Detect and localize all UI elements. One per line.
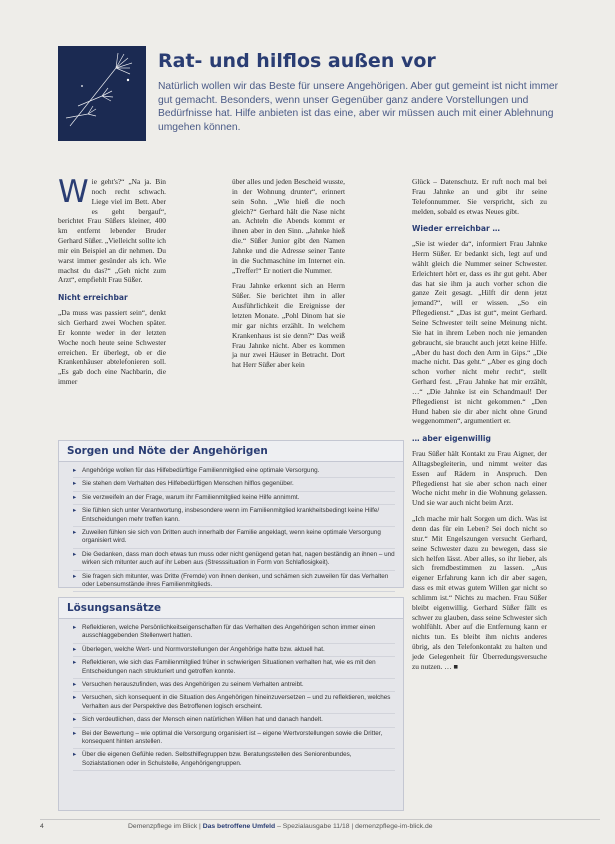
subheading: Nicht erreichbar xyxy=(58,293,128,303)
sidebar-box-concerns xyxy=(58,440,404,588)
subheading: … aber eigenwillig xyxy=(412,434,491,444)
article-column-2 xyxy=(232,177,345,376)
footer-topic: Das betroffene Umfeld xyxy=(202,823,276,830)
paragraph: über alles und jeden Bescheid wusste, in der Wohnung drunter“, erinnert sein Sohn. „Wie hieß die noch gleich?“ Gerhard hält die Nase nicht an. Achteln die Abends kommt er ihnen aber in den Sinn. „Jahnke hieß die.“ Süßer Junior gibt den Namen Jahnke und die Adresse seiner Tante in die Suchmaschine im Internet ein. „Treffer!“ Er notiert die Nummer. xyxy=(232,177,345,275)
list-item: ▸ Versuchen herauszufinden, was des Angehörigen zu seinem Verhalten antreibt. xyxy=(73,681,395,692)
list-item: ▸ Zuweilen fühlen sie sich von Dritten auch innerhalb der Familie angeklagt, wenn keine optimale Versorgung organisiert wird. xyxy=(73,529,395,549)
drop-cap: W xyxy=(58,174,89,210)
page-footer xyxy=(40,819,600,830)
page-number: 4 xyxy=(40,823,44,830)
article-title: Rat- und hilflos außen vor xyxy=(158,50,436,72)
list-item: ▸ Überlegen, welche Wert- und Normvorstellungen der Angehörige hatte bzw. aktuell hat. xyxy=(73,646,395,657)
list-item: ▸ Bei der Bewertung – wie optimal die Versorgung organisiert ist – eigene Wertvorstellungen sowie die Dritter, konsequent hinten anstellen. xyxy=(73,730,395,750)
paragraph: „Sie ist wieder da“, informiert Frau Jahnke Herrn Süßer. Er bedankt sich, legt auf und wählt gleich die Nummer seiner Schwester. Erleichtert hört er, dass es ihr gut geht. Aber das hat sie ihm ja auch vorher schon die ganze Zeit gesagt. „Hilft dir denn jetzt jemand?“, will er wissen. „So ein Pflegedienst.“ „Das ist gut“, meint Gerhard. Seine Schwester teilt seine Meinung nicht. Sie hat in ihrem Leben noch nie jemanden gebraucht, sie braucht auch jetzt keine Hilfe. „Aber du hast doch den Arm in Gips.“ „Die mache nicht. Das geht.“ „Aber es ging doch schon vorher nicht mehr recht“, stellt Gerhard fest. „Frau Jahnke hat mir erzählt, …“ „Die Jahnke ist ein Schandmaul! Der Pflegedienst ist nicht gekommen.“ „Den Hund haben sie dir aber nicht ohne Grund weggenommen“, argumentiert er. xyxy=(412,239,547,426)
paragraph: Frau Jahnke erkennt sich an Herrn Süßer. Sie berichtet ihm in aller Ausführlichkeit die Ereignisse der letzten Monate. „Pohl Dinom hat sie mir gar nichts erzählt. In welchem Krankenhaus ist sie denn?“ Das weiß Frau Jahnke nicht. Aber es kommen ja nur zwei Häuser in Betracht. Dort hat Herr Süßer aber kein xyxy=(232,281,345,370)
sidebar-box-solutions xyxy=(58,597,404,811)
paragraph: Glück – Datenschutz. Er ruft noch mal bei Frau Jahnke an und gibt ihr seine Telefonnummer. Sie verspricht, sich zu melden, sobald es etwas Neues gibt. xyxy=(412,177,547,216)
subheading: Wieder erreichbar … xyxy=(412,224,500,234)
paragraph: Frau Süßer hält Kontakt zu Frau Aigner, der Alltagsbegleiterin, und nimmt weiter das Essen auf Rädern in Anspruch. Den Pflegedienst hat sie aber schon nach einer Woche nicht mehr in die Wohnung gelassen. Und sie war auch nicht beim Arzt. xyxy=(412,449,547,508)
list-item: ▸ Sich verdeutlichen, dass der Mensch einen natürlichen Willen hat und danach handelt. xyxy=(73,716,395,727)
list-item: ▸ Reflektieren, wie sich das Familienmitglied früher in schwierigen Situationen verhalten hat, wie es mit den Entscheidungen nach strukturiert und getroffen konnte. xyxy=(73,659,395,679)
list-item: ▸ Reflektieren, welche Persönlichkeitseigenschaften für das Verhalten des Angehörigen schon immer einen ausschlaggebenden Stellenwert hatten. xyxy=(73,624,395,644)
footer-text xyxy=(128,823,433,830)
list-item: ▸ Sie verzweifeln an der Frage, warum ihr Familienmitglied keine Hilfe annimmt. xyxy=(73,494,395,505)
article-intro: Natürlich wollen wir das Beste für unsere Angehörigen. Aber gut gemeint ist nicht immer gut gemacht. Besonders, wenn unser Gegenüber ganz andere Vorstellungen und Bedürfnisse hat. Hilfe anbieten ist das eine, aber wir müssen auch mit einer Ablehnung umgehen können. xyxy=(158,81,559,133)
list-item: ▸ Angehörige wollen für das Hilfebedürftige Familienmitglied eine optimale Versorgung. xyxy=(73,467,395,478)
footer-source: Demenzpflege im Blick xyxy=(128,823,198,830)
paragraph: „Ich mache mir halt Sorgen um dich. Was ist denn das für ein Leben? Sei doch nicht so stur.“ Mit Engelszungen versucht Gerhard, seine Schwester dazu zu bewegen, dass sie sich helfen lässt. Aber alles, so ihr lieber, als sich fremdbestimmen zu lassen. „Aus eigener Erfahrung kann ich dir aber sagen, dass es mit etwas gutem Willen gar nicht so schlimm ist.“ Nichts zu machen. Frau Süßer bleibt eigenwillig. Gerhard Süßer fällt es schwer zu glauben, dass seine Schwester sich wohlfühlt. Aber auf die Entfernung kann er nichts tun. Es bleibt ihm nichts anderes übrig, als den Telefonkontakt zu halten und jede Gelegenheit für Überredungsversuche zu nutzen. … ■ xyxy=(412,514,547,671)
footer-rest: – Spezialausgabe 11/18 | demenzpflege-im-blick.de xyxy=(275,823,433,830)
paragraph: „Da muss was passiert sein“, denkt sich Gerhard zwei Wochen später. Er konnte weder in der letzten Woche noch heute seine Schwester erreichen. Er überlegt, ob er die Krankenhäuser abtelefonieren soll. „Es gab doch eine Nachbarin, die immer xyxy=(58,308,166,387)
box-list xyxy=(59,624,403,771)
footer-separator: | xyxy=(197,823,203,830)
list-item: ▸ Sie fragen sich mitunter, was Dritte (Fremde) von ihnen denken, und schämen sich zuweilen für das Verhalten oder Lebensumstände ihres Familienmitglieds. xyxy=(73,573,395,593)
article-column-3 xyxy=(412,177,547,678)
box-title: Lösungsansätze xyxy=(59,598,403,619)
box-list xyxy=(59,467,403,592)
list-item: ▸ Sie stehen dem Verhalten des Hilfebedürftigen Menschen hilflos gegenüber. xyxy=(73,480,395,491)
list-item: ▸ Über die eigenen Gefühle reden. Selbsthilfegruppen bzw. Beratungsstellen des Seniorenbundes, Sozialstationen oder in Schulstelle, Angehörigengruppen. xyxy=(73,751,395,771)
list-item: ▸ Sie fühlen sich unter Verantwortung, insbesondere wenn im Familienmitglied krankheitsbedingt keine Hilfe/ Entscheidungen mehr treffen kann. xyxy=(73,507,395,527)
article-column-1 xyxy=(58,174,166,393)
list-item: ▸ Die Gedanken, dass man doch etwas tun muss oder nicht genügend getan hat, nagen beständig an ihnen – und wirken sich mitunter auch auf ihr Leben aus (Stresssituation in Form von Schlaflosigkeit). xyxy=(73,551,395,571)
dandelion-seeds-icon xyxy=(58,46,146,141)
box-title: Sorgen und Nöte der Angehörigen xyxy=(59,441,403,462)
paragraph: ie geht's?“ „Na ja. Bin noch recht schwach. Liege viel im Bett. Aber es geht bergauf“, berichtet Frau Süßers kleiner, 400 km entfernt lebender Bruder Gerhard Süßer. „Vielleicht sollte ich mir ein Beispiel an dir nehmen. Du warst immer gesünder als ich. Wie machst du das?“ „Geh nicht zum Arzt“, empfiehlt Frau Süßer. xyxy=(58,177,166,285)
list-item: ▸ Versuchen, sich konsequent in die Situation des Angehörigen hineinzuversetzen – und zu reflektieren, welches Verhalten aus der Perspektive des Betroffenen logisch erscheint. xyxy=(73,694,395,714)
